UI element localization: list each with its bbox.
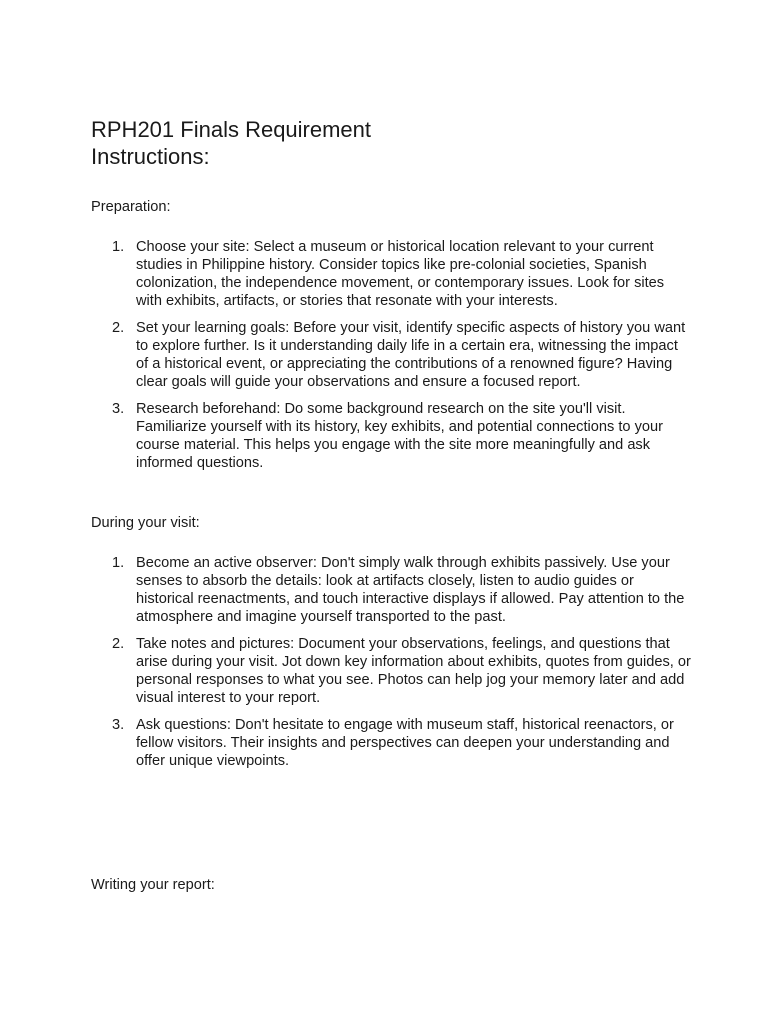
list-item-number: 2. xyxy=(112,636,125,652)
section-heading-during-visit: During your visit: xyxy=(91,515,200,531)
list-item-number: 3. xyxy=(112,717,125,733)
list-item-number: 3. xyxy=(112,401,125,417)
during-visit-list xyxy=(91,554,691,779)
section-heading-writing-report: Writing your report: xyxy=(91,877,215,893)
list-item xyxy=(91,319,691,391)
list-item-number: 2. xyxy=(112,320,125,336)
list-item-text: Become an active observer: Don't simply walk through exhibits passively. Use your senses to absorb the details: look at artifacts closely, listen to audio guides or historical reenactments, and touch interactive displays if allowed. Pay attention to the atmosphere and imagine yourself transported to the past. xyxy=(136,555,685,625)
list-item xyxy=(91,716,691,770)
title-line-2: Instructions: xyxy=(91,144,210,169)
list-item-number: 1. xyxy=(112,555,125,571)
list-item-text: Set your learning goals: Before your visit, identify specific aspects of history you want to explore further. Is it understanding daily life in a certain era, witnessing the impact of a historical event, or appreciating the contributions of a renowned figure? Having clear goals will guide your observations and ensure a focused report. xyxy=(136,320,686,390)
list-item-text: Research beforehand: Do some background research on the site you'll visit. Familiarize yourself with its history, key exhibits, and potential connections to your course material. This helps you engage with the site more meaningfully and ask informed questions. xyxy=(136,401,663,471)
list-item-text: Ask questions: Don't hesitate to engage with museum staff, historical reenactors, or fellow visitors. Their insights and perspectives can deepen your understanding and offer unique viewpoints. xyxy=(136,717,674,769)
document-title xyxy=(91,116,371,170)
title-line-1: RPH201 Finals Requirement xyxy=(91,117,372,142)
preparation-list xyxy=(91,238,691,481)
list-item xyxy=(91,238,691,310)
section-heading-preparation: Preparation: xyxy=(91,199,171,215)
list-item-text: Choose your site: Select a museum or historical location relevant to your current studies in Philippine history. Consider topics like pre-colonial societies, Spanish colonization, the independence movement, or contemporary issues. Look for sites with exhibits, artifacts, or stories that resonate with your interests. xyxy=(136,239,665,309)
list-item xyxy=(91,554,691,626)
list-item xyxy=(91,400,691,472)
list-item xyxy=(91,635,691,707)
list-item-number: 1. xyxy=(112,239,125,255)
list-item-text: Take notes and pictures: Document your observations, feelings, and questions that arise during your visit. Jot down key information about exhibits, quotes from guides, or personal responses to what you see. Photos can help jog your memory later and add visual interest to your report. xyxy=(136,636,691,706)
